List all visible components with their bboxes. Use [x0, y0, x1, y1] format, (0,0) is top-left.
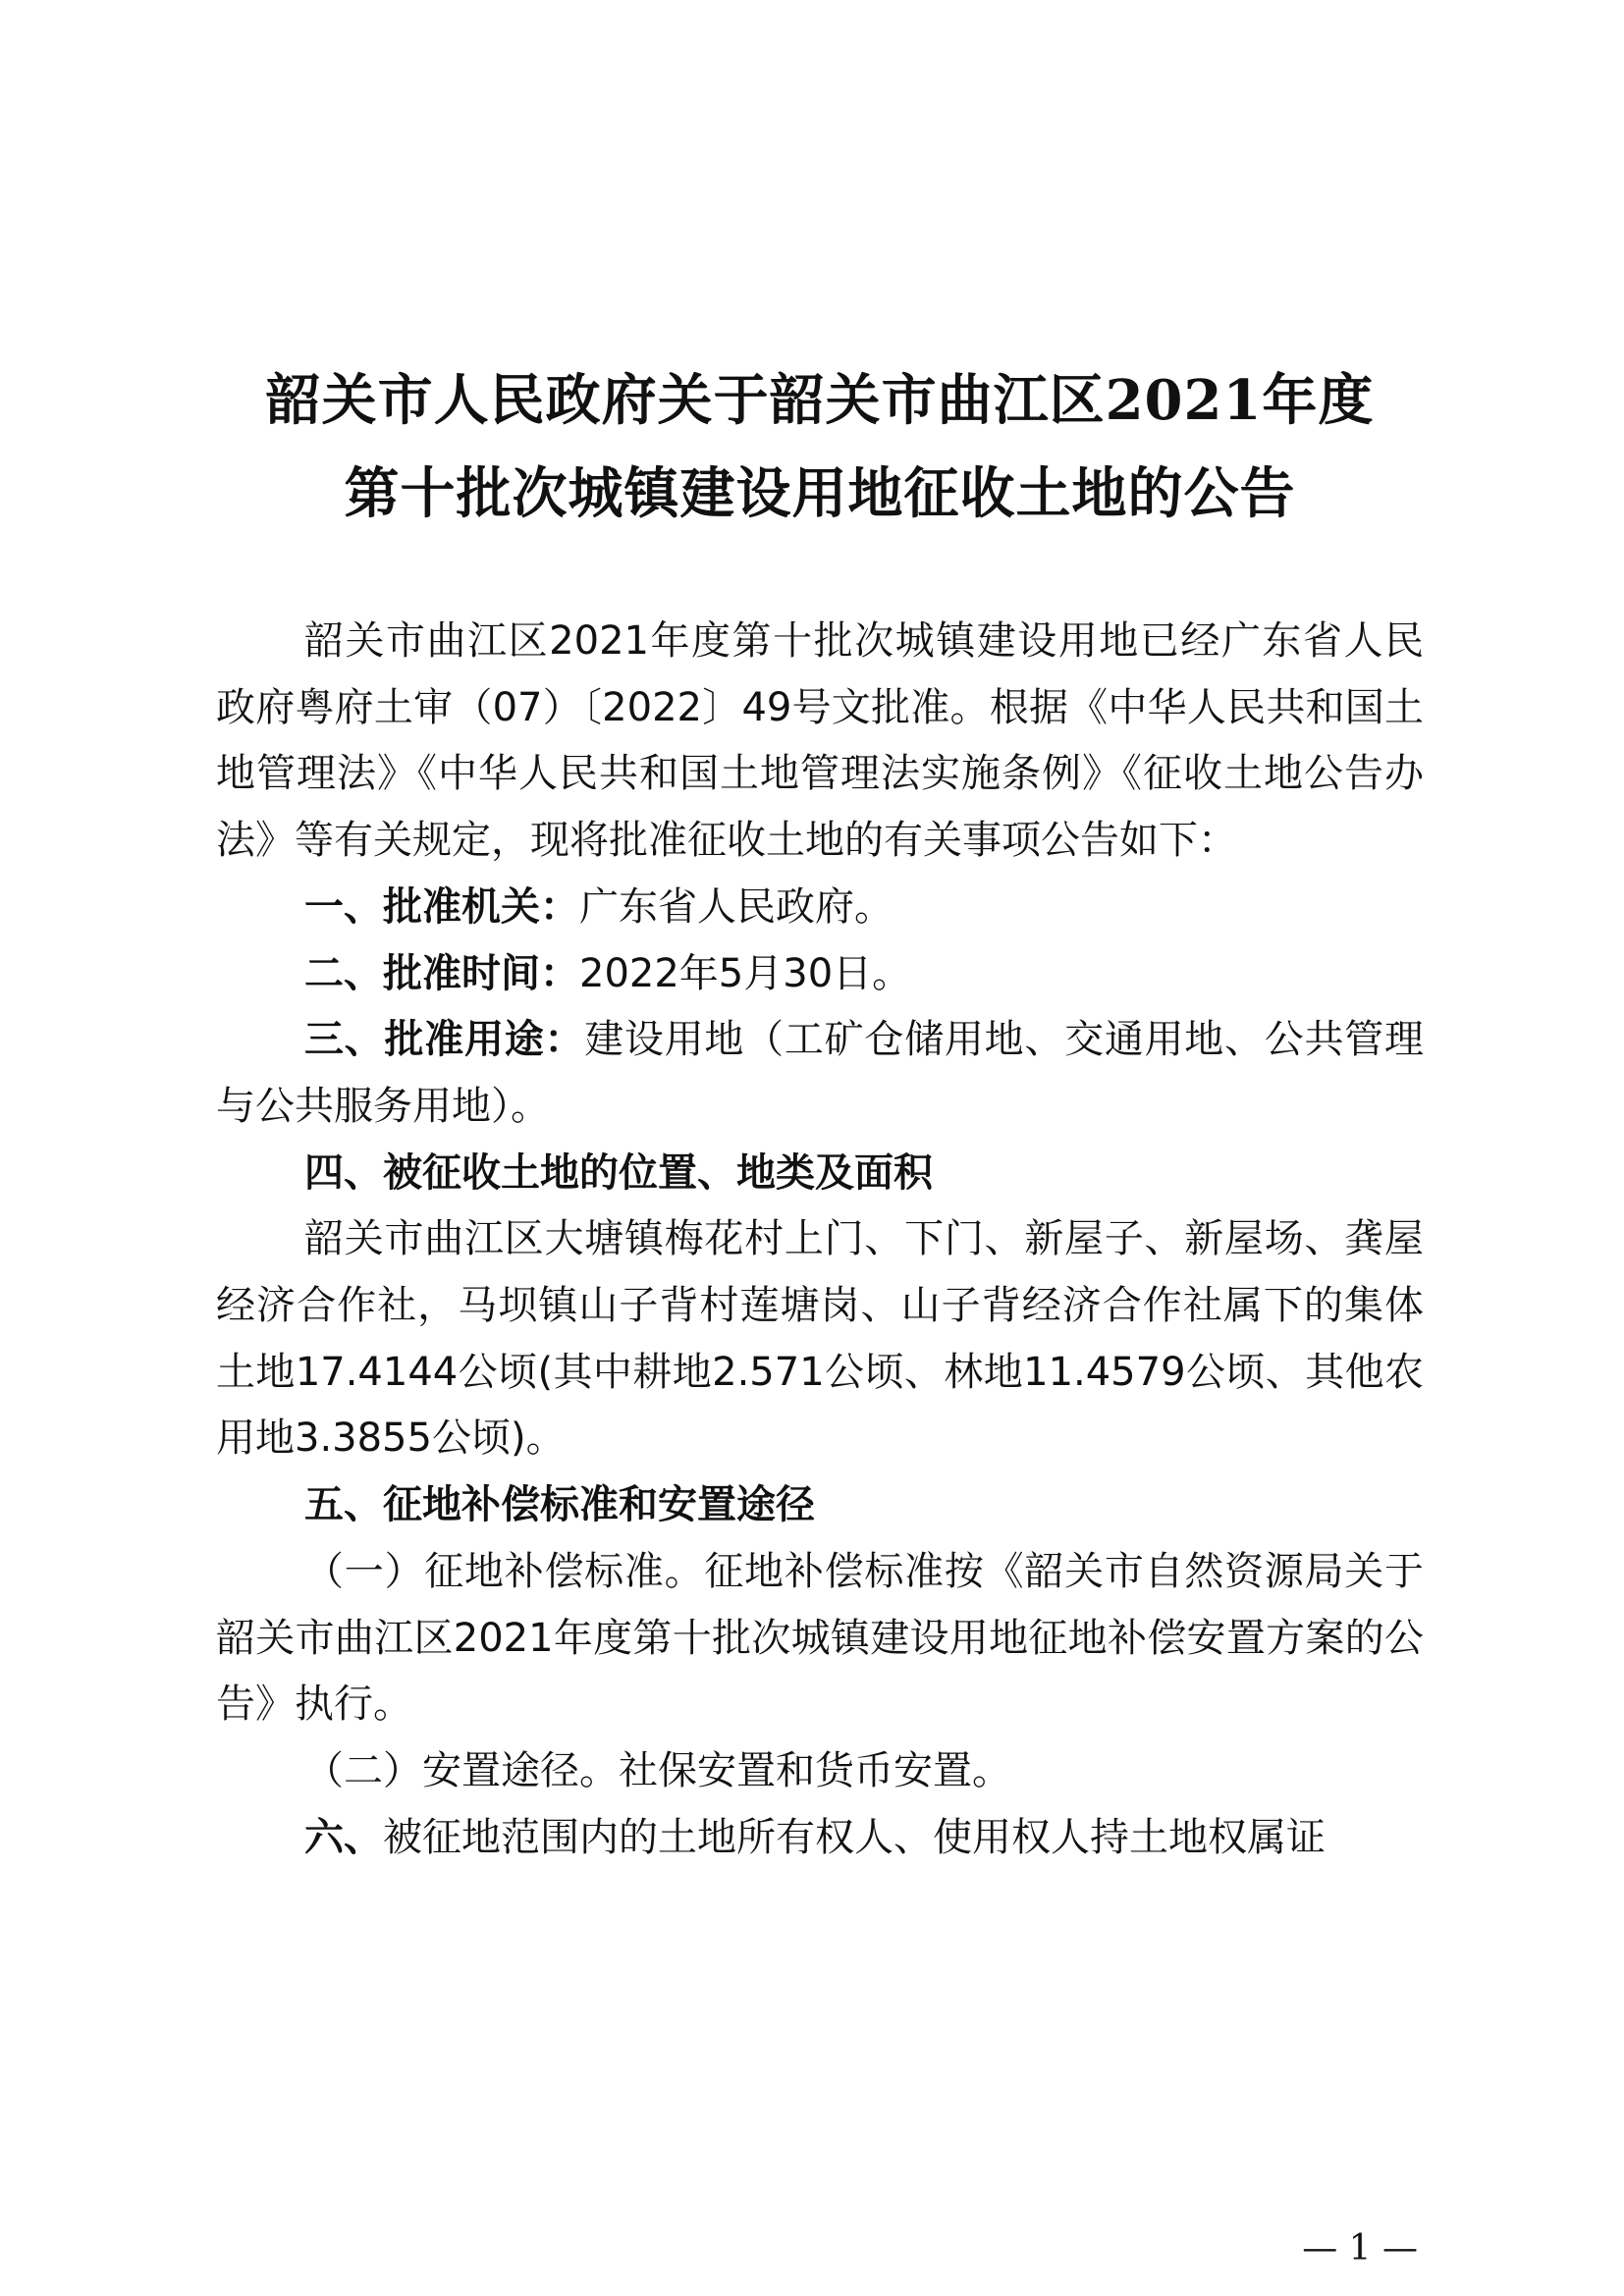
item-resettlement-approach: （二）安置途径。社保安置和货币安置。: [304, 1747, 1011, 1793]
item-approval-authority-text: 广东省人民政府。: [579, 883, 893, 930]
item-rights-holders-text: 被征地范围内的土地所有权人、使用权人持土地权属证: [383, 1814, 1326, 1860]
document-title-line-1: 韶关市人民政府关于韶关市曲江区2021年度: [265, 368, 1375, 433]
item-approval-date-text: 2022年5月30日。: [579, 950, 912, 996]
item-approval-authority: [216, 875, 1424, 941]
item-approval-date-heading: 二、批准时间：: [304, 950, 579, 996]
item-approval-purpose-heading: 三、批准用途：: [304, 1017, 585, 1063]
intro-paragraph: 韶关市曲江区2021年度第十批次城镇建设用地已经广东省人民政府粤府土审（07）〔2022〕49号文批准。根据《中华人民共和国土地管理法》《中华人民共和国土地管理法实施条例》《征收土地公告办法》等有关规定，现将批准征收土地的有关事项公告如下：: [216, 618, 1424, 864]
item-compensation-standard: （一）征地补偿标准。征地补偿标准按《韶关市自然资源局关于韶关市曲江区2021年度第十批次城镇建设用地征地补偿安置方案的公告》执行。: [216, 1548, 1424, 1728]
item-approval-authority-heading: 一、批准机关：: [304, 883, 579, 930]
item-land-location-heading: 四、被征收土地的位置、地类及面积: [304, 1149, 933, 1196]
item-rights-holders-heading: 六、: [304, 1814, 383, 1860]
document-body: [216, 609, 1424, 1871]
page-number: — 1 —: [1302, 2228, 1418, 2269]
item-approval-date: [216, 941, 1424, 1008]
item-approval-purpose: [216, 1007, 1424, 1140]
item-compensation-heading: 五、征地补偿标准和安置途径: [304, 1482, 815, 1528]
document-title-line-2: 第十批次城镇建设用地征收土地的公告: [344, 461, 1296, 526]
item-land-location-text: 韶关市曲江区大塘镇梅花村上门、下门、新屋子、新屋场、龚屋经济合作社，马坝镇山子背村莲塘岗、山子背经济合作社属下的集体土地17.4144公顷(其中耕地2.571公顷、林地11.4579公顷、其他农用地3.3855公顷)。: [216, 1216, 1424, 1462]
item-rights-holders: [216, 1805, 1424, 1872]
item-approval-purpose-text: 建设用地（工矿仓储用地、交通用地、公共管理与公共服务用地）。: [216, 1017, 1425, 1129]
